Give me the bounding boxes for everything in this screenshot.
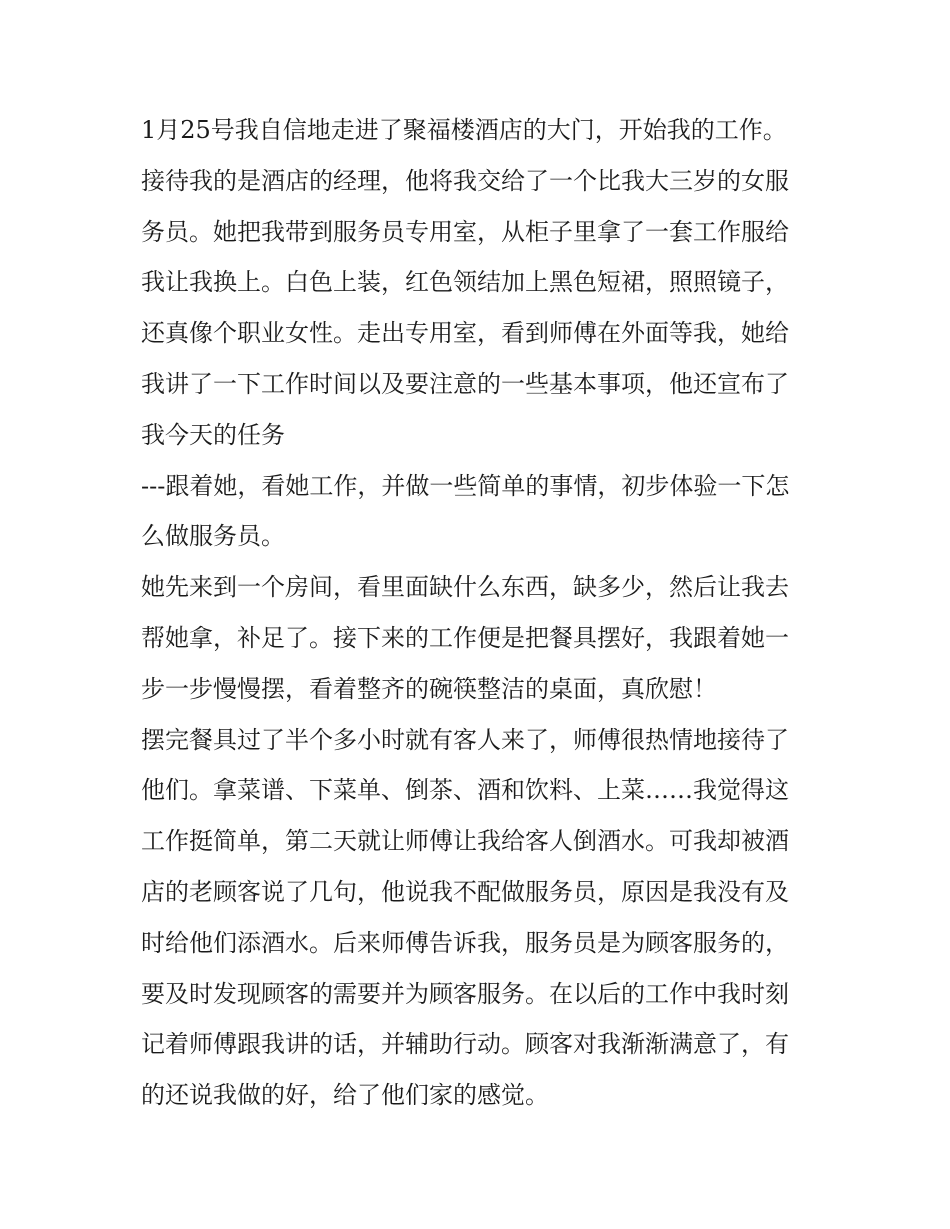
text-line: 他们。拿菜谱、下菜单、倒茶、酒和饮料、上菜……我觉得这 bbox=[141, 776, 789, 805]
document-body bbox=[141, 105, 821, 1121]
text-line: 帮她拿，补足了。接下来的工作便是把餐具摆好，我跟着她一 bbox=[141, 623, 789, 652]
text-line: 的还说我做的好，给了他们家的感觉。 bbox=[141, 1081, 549, 1110]
text-line: 要及时发现顾客的需要并为顾客服务。在以后的工作中我时刻 bbox=[141, 979, 789, 1008]
text-line: ---跟着她，看她工作，并做一些简单的事情，初步体验一下怎 bbox=[141, 471, 790, 500]
text-line: 摆完餐具过了半个多小时就有客人来了，师傅很热情地接待了 bbox=[141, 725, 789, 754]
text-line: 我让我换上。白色上装，红色领结加上黑色短裙，照照镜子， bbox=[141, 268, 789, 297]
text-line: 时给他们添酒水。后来师傅告诉我，服务员是为顾客服务的， bbox=[141, 928, 789, 957]
text-line: 务员。她把我带到服务员专用室，从柜子里拿了一套工作服给 bbox=[141, 217, 789, 246]
text-line: 记着师傅跟我讲的话，并辅助行动。顾客对我渐渐满意了，有 bbox=[141, 1030, 789, 1059]
text-line: 接待我的是酒店的经理，他将我交给了一个比我大三岁的女服 bbox=[141, 166, 789, 195]
text-line: 我今天的任务 bbox=[141, 420, 285, 449]
text-line: 么做服务员。 bbox=[141, 522, 285, 551]
text-line: 店的老顾客说了几句，他说我不配做服务员，原因是我没有及 bbox=[141, 877, 789, 906]
text-line: 1月25号我自信地走进了聚福楼酒店的大门，开始我的工作。 bbox=[141, 116, 787, 144]
text-line: 她先来到一个房间，看里面缺什么东西，缺多少，然后让我去 bbox=[141, 573, 789, 602]
text-line: 还真像个职业女性。走出专用室，看到师傅在外面等我，她给 bbox=[141, 319, 789, 348]
text-line: 工作挺简单，第二天就让师傅让我给客人倒酒水。可我却被酒 bbox=[141, 827, 789, 856]
text-line: 步一步慢慢摆，看着整齐的碗筷整洁的桌面，真欣慰！ bbox=[141, 674, 717, 703]
text-line: 我讲了一下工作时间以及要注意的一些基本事项，他还宣布了 bbox=[141, 369, 789, 398]
